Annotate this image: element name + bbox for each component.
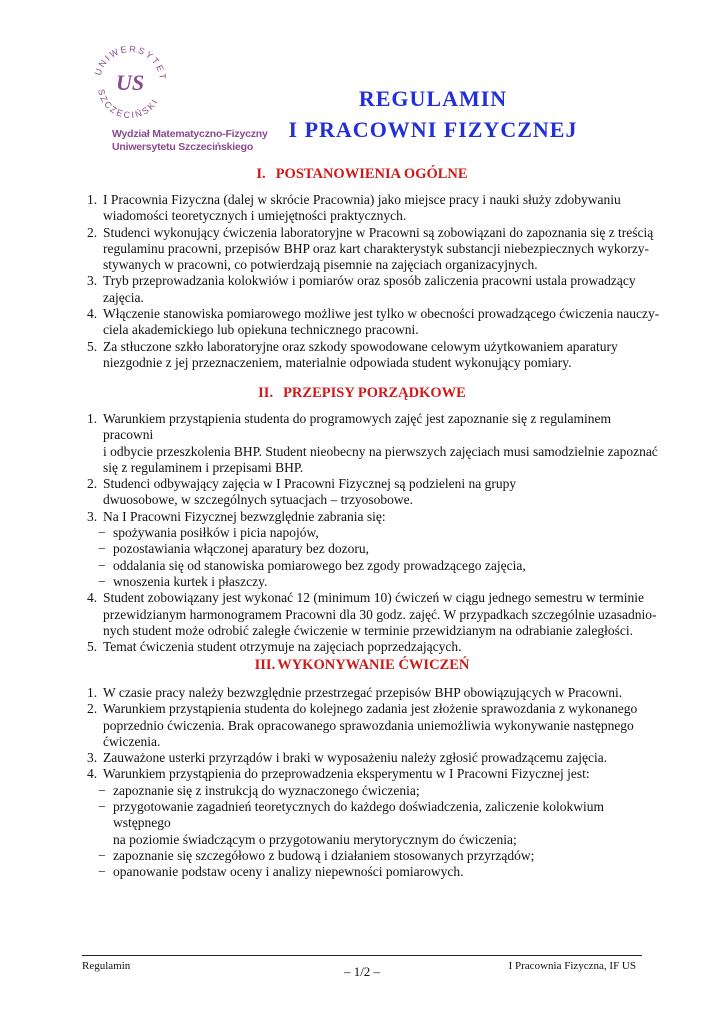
- list-item: [82, 685, 660, 701]
- text-line: stywanych w pracowni, co potwierdzają pisemnie na zajęciach organizacyjnych.: [103, 257, 538, 273]
- bullet-item: [82, 783, 660, 799]
- section-heading-3: [0, 657, 724, 674]
- text-line: zapoznanie się szczegółowo z budową i działaniem stosowanych przyrządów;: [113, 847, 535, 863]
- list-item: [82, 306, 660, 339]
- list-item: [82, 750, 660, 766]
- faculty-line-2: Uniwersytetu Szczecińskiego: [112, 141, 254, 153]
- text-line: Studenci odbywający zajęcia w I Pracowni Fizycznej są podzieleni na grupy: [103, 476, 517, 492]
- document-title-line-1: REGULAMIN: [358, 86, 508, 111]
- dash-marker: −: [98, 573, 106, 589]
- text-line: Warunkiem przystąpienia studenta do programowych zajęć jest zapoznanie się z regulaminem pracowni: [103, 411, 611, 443]
- footer-right: I Pracownia Fizyczna, IF US: [508, 960, 636, 972]
- text-line: W czasie pracy należy bezwzględnie przestrzegać przepisów BHP obowiązujących w Pracowni.: [103, 685, 623, 700]
- text-line: Studenci wykonujący ćwiczenia laboratoryjne w Pracowni są zobowiązani do zapoznania się z treścią: [103, 224, 654, 240]
- section-1-list: [82, 192, 660, 371]
- text-line: przewidzianym harmonogramem Pracowni dla 30 godz. zajęć. W przypadkach szczególnie uzasadnio-: [103, 606, 657, 622]
- section-title: WYKONYWANIE ĆWICZEŃ: [277, 657, 470, 673]
- text-line: Za stłuczone szkło laboratoryjne oraz szkody spowodowane celowym użytkowaniem aparatury: [103, 338, 618, 354]
- dash-marker: −: [98, 864, 106, 880]
- text-line: Student zobowiązany jest wykonać 12 (minimum 10) ćwiczeń w ciągu jednego semestru w terminie: [103, 590, 644, 606]
- bullet-item: [82, 574, 660, 590]
- footer-divider: [82, 955, 642, 956]
- item-number: 4.: [87, 766, 98, 782]
- list-item: [82, 411, 660, 476]
- text-line: Warunkiem przystąpienia do przeprowadzenia eksperymentu w I Pracowni Fizycznej jest:: [103, 766, 590, 782]
- item-number: 4.: [87, 306, 98, 322]
- item-number: 1.: [87, 685, 98, 700]
- text-line: Włączenie stanowiska pomiarowego możliwe jest tylko w obecności prowadzącego ćwiczenia nauczy-: [103, 306, 660, 322]
- dash-marker: −: [98, 525, 106, 541]
- section-heading-2: [0, 385, 724, 402]
- text-line: spożywania posiłków i picia napojów,: [113, 525, 319, 541]
- text-line: regulaminu pracowni, przepisów BHP oraz kart charakterystyk substancji niebezpiecznych wykorzy-: [103, 240, 650, 256]
- document-title-line-2: I PRACOWNI FIZYCZNEJ: [288, 117, 578, 142]
- list-item: [82, 225, 660, 274]
- bullet-item: [82, 864, 660, 880]
- text-line: zajęcia.: [103, 289, 144, 305]
- item-number: 3.: [87, 273, 98, 289]
- list-item: [82, 509, 660, 525]
- list-item: [82, 192, 660, 225]
- seal-arc-bottom: SZCZECIŃSKI: [96, 88, 161, 121]
- text-line: opanowanie podstaw oceny i analizy niepewności pomiarowych.: [113, 864, 464, 880]
- text-line: niezgodnie z jej przeznaczeniem, materialnie odpowiada student wykonujący pomiary.: [103, 354, 572, 370]
- section-2-list: [82, 411, 660, 655]
- footer-left: Regulamin: [82, 960, 131, 972]
- bullet-item: [82, 558, 660, 574]
- item-number: 1.: [87, 192, 98, 207]
- item-number: 3.: [87, 508, 98, 524]
- text-line: wiadomości teoretycznych i umiejętności praktycznych.: [103, 208, 407, 224]
- list-item: [82, 639, 660, 655]
- section-3-list: [82, 685, 660, 881]
- text-line: Zauważone usterki przyrządów i braki w wyposażeniu należy zgłosić prowadzącemu zajęcia.: [103, 750, 608, 766]
- page-number: – 1/2 –: [343, 964, 381, 979]
- text-line: pozostawiania włączonej aparatury bez dozoru,: [113, 541, 370, 557]
- text-line: poprzednio ćwiczenia. Brak opracowanego sprawozdania uniemożliwia wykonywanie następnego: [103, 717, 634, 733]
- dash-marker: −: [98, 557, 106, 573]
- item-number: 3.: [87, 750, 98, 766]
- dash-marker: −: [98, 782, 106, 798]
- text-line: Na I Pracowni Fizycznej bezwzględnie zabrania się:: [103, 508, 386, 524]
- seal-arc-top: UNIWERSYTET: [92, 43, 169, 82]
- section-number: II.: [258, 385, 274, 401]
- list-item: [82, 339, 660, 372]
- dash-marker: −: [98, 541, 106, 557]
- section-number: I.: [256, 166, 266, 182]
- item-number: 5.: [87, 639, 98, 655]
- section-heading-1: [0, 166, 724, 183]
- bullet-item: [82, 541, 660, 557]
- list-item: [82, 476, 660, 509]
- text-line: wnoszenia kurtek i płaszczy.: [113, 573, 268, 589]
- seal-monogram: US: [115, 70, 145, 95]
- text-line: zapoznanie się z instrukcją do wyznaczonego ćwiczenia;: [113, 782, 420, 798]
- text-line: nych student może odrobić zaległe ćwiczenie w terminie przewidzianym na odrabianie zaległości.: [103, 622, 634, 638]
- faculty-line-1: Wydział Matematyczno-Fizyczny: [112, 128, 268, 140]
- section-title: PRZEPISY PORZĄDKOWE: [283, 385, 466, 401]
- item-number: 2.: [87, 476, 98, 492]
- item-number: 2.: [87, 701, 98, 717]
- text-line: I Pracownia Fizyczna (dalej w skrócie Pracownia) jako miejsce pracy i nauki służy zdobywaniu: [103, 192, 621, 207]
- bullet-item: [82, 799, 660, 848]
- text-line: oddalania się od stanowiska pomiarowego bez zgody prowadzącego zajęcia,: [113, 557, 526, 573]
- text-line: ciela akademickiego lub opiekuna technicznego pracowni.: [103, 322, 419, 338]
- list-item: [82, 701, 660, 750]
- text-line: się z regulaminem i przepisami BHP.: [103, 459, 304, 475]
- bullet-item: [82, 848, 660, 864]
- text-line: na poziomie świadczącym o przygotowaniu merytorycznym do ćwiczenia;: [113, 831, 517, 847]
- text-line: przygotowanie zagadnień teoretycznych do każdego doświadczenia, zaliczenie kolokwium wstępnego: [113, 799, 605, 831]
- text-line: i odbycie przeszkolenia BHP. Student nieobecny na pierwszych zajęciach musi samodzielnie zapoznać: [103, 443, 658, 459]
- list-item: [82, 590, 660, 639]
- item-number: 1.: [87, 411, 98, 426]
- dash-marker: −: [98, 847, 106, 863]
- bullet-item: [82, 525, 660, 541]
- text-line: Temat ćwiczenia student otrzymuje na zajęciach poprzedzających.: [103, 639, 462, 655]
- item-number: 2.: [87, 224, 98, 240]
- text-line: dwuosobowe, w szczególnych sytuacjach – trzyosobowe.: [103, 492, 414, 508]
- section-title: POSTANOWIENIA OGÓLNE: [275, 166, 468, 182]
- list-item: [82, 273, 660, 306]
- text-line: Tryb przeprowadzania kolokwiów i pomiarów oraz sposób zaliczenia pracowni ustala prowadzący: [103, 273, 636, 289]
- section-number: III.: [254, 657, 276, 673]
- text-line: Warunkiem przystąpienia studenta do kolejnego zadania jest złożenie sprawozdania z wykonanego: [103, 701, 638, 717]
- item-number: 4.: [87, 590, 98, 606]
- text-line: ćwiczenia.: [103, 733, 161, 749]
- list-item: [82, 766, 660, 782]
- dash-marker: −: [98, 799, 106, 815]
- item-number: 5.: [87, 338, 98, 354]
